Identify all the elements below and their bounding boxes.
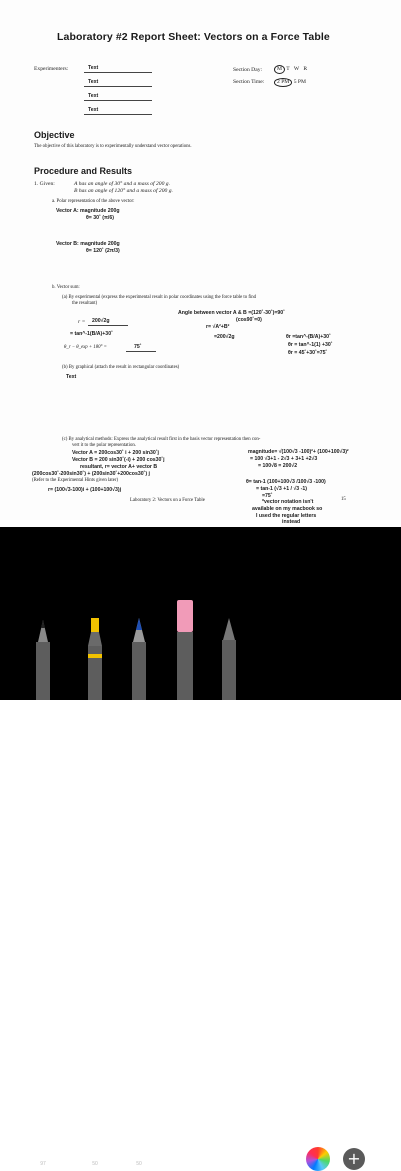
magnitude-2: = 100 √3+1 - 2√3 + 3+1 +2√3	[250, 456, 318, 462]
theta-analytical-2: = tan-1 (√3 +1 / √3 -1)	[256, 486, 307, 492]
vector-b-angle: θ= 120˚ (2π/3)	[86, 248, 120, 254]
magnitude-1: magnitude= √(100√3 -100)²+ (100+100√3)²	[248, 449, 349, 455]
theta-equation[interactable]: = tan^-1(B/A)+30˚	[70, 331, 113, 337]
section-day-t[interactable]: T	[286, 66, 290, 72]
theta-relation-value[interactable]: 75˚	[134, 344, 142, 350]
footer-note-2: available on my macbook so	[252, 506, 323, 512]
given-label: 1. Given:	[34, 181, 55, 187]
angle-between-1: Angle between vector A & B =(120˚-30˚)=90˚	[178, 310, 285, 316]
ruler-tool[interactable]	[216, 570, 242, 700]
objective-heading: Objective	[34, 130, 75, 140]
angle-between-4: =200√2g	[214, 334, 235, 340]
theta-calc-3: θr = 45˚+30˚=75˚	[288, 350, 328, 356]
report-page	[0, 0, 401, 527]
footer-note-1: *vector notation isn't	[262, 499, 314, 505]
footer-note-3: I used the regular letters	[256, 513, 317, 519]
r-value[interactable]: 200√2g	[92, 318, 110, 324]
section-day-label: Section Day:	[233, 67, 263, 73]
graphical-answer[interactable]: Text	[66, 374, 77, 380]
section-day-m[interactable]: M	[274, 65, 285, 74]
vector-b-basis: Vector B = 200 sin30˚(-i) + 200 cos30˚j	[72, 457, 165, 463]
r-final: r= (100√3-100)i + (100+100√3)j	[48, 487, 122, 493]
vector-a-title: Vector A: magnitude 200g	[56, 208, 120, 214]
angle-between-3: r= √A²+B²	[206, 324, 230, 330]
theta-analytical-3: =75˚	[262, 493, 273, 499]
experimenters-label: Experimenters:	[34, 66, 69, 72]
markup-toolbar	[0, 527, 401, 1168]
pen-size-label: 97	[40, 1161, 46, 1167]
section-time-options[interactable]	[274, 78, 306, 87]
part-a-label: a. Polar representation of the above vector:	[52, 199, 135, 204]
section-time-label: Section Time:	[233, 79, 265, 85]
experimenter-4[interactable]: Text	[88, 107, 99, 113]
vector-a-angle: θ= 30˚ (π/6)	[86, 215, 114, 221]
page-title: Laboratory #2 Report Sheet: Vectors on a Force Table	[57, 31, 330, 43]
resultant-label: resultant, r= vector A+ vector B	[80, 464, 158, 470]
vector-b-title: Vector B: magnitude 200g	[56, 241, 120, 247]
objective-text: The objective of this laboratory is to experimentally understand vector operations.	[34, 144, 192, 149]
resultant-equation: (200cos30˚-200sin30˚) + (200sin30˚+200cos30˚) j	[32, 471, 150, 477]
hint-reference: (Refer to the Experimental Hints given later)	[32, 478, 119, 483]
theta-calc-2: θr = tan^-1(1) +30˚	[288, 342, 333, 348]
experimenter-1[interactable]: Text	[88, 65, 99, 71]
part-b-label: b. Vector sum:	[52, 285, 80, 290]
marker-tool[interactable]	[82, 570, 108, 700]
pencil-size-label: 50	[136, 1161, 142, 1167]
marker-size-label: 50	[92, 1161, 98, 1167]
experimental-text-1: (a) By experimental (express the experimental result in polar coordinates using the force table to find	[62, 295, 257, 300]
footer-text: Laboratory 2: Vectors on a Force Table	[130, 498, 205, 503]
given-a: A has an angle of 30° and a mass of 200 g.	[74, 181, 170, 187]
analytical-text-1: (c) By analytical methods: Express the analytical result first in the basis vector representation then con-	[62, 437, 261, 442]
section-time-5pm[interactable]: 5 PM	[293, 79, 306, 85]
procedure-heading: Procedure and Results	[34, 166, 133, 176]
section-day-r[interactable]: R	[303, 66, 308, 72]
experimental-text-2: the resultant)	[72, 301, 98, 306]
pencil-tool[interactable]	[126, 570, 152, 700]
page-number: 15	[341, 497, 346, 502]
magnitude-3: = 100√8 = 200√2	[258, 463, 298, 469]
experimenter-3[interactable]: Text	[88, 93, 99, 99]
theta-analytical-1: θ= tan-1 (100+100√3 /100√3 -100)	[246, 479, 326, 485]
section-day-options[interactable]	[274, 65, 307, 74]
theta-calc-1: θr =tan^-(B/A)+30˚	[286, 334, 331, 340]
given-b: B has an angle of 120° and a mass of 200 g.	[74, 188, 173, 194]
angle-between-2: (cos90˚=0)	[236, 317, 262, 323]
pen-tool[interactable]	[30, 570, 56, 700]
graphical-label: (b) By graphical (attach the result in rectangular coordinates)	[62, 365, 180, 370]
r-label: r =	[78, 319, 86, 325]
footer-note-4: instead	[282, 519, 301, 525]
add-tool-button[interactable]: +	[343, 1148, 365, 1170]
analytical-text-2: vert it to the polar representation.	[72, 443, 136, 448]
color-picker-icon[interactable]	[306, 1147, 330, 1171]
section-day-w[interactable]: W	[293, 66, 300, 72]
experimenter-2[interactable]: Text	[88, 79, 99, 85]
section-time-2pm[interactable]: 2 PM	[274, 78, 292, 87]
eraser-tool[interactable]	[172, 560, 198, 700]
vector-a-basis: Vector A = 200cos30˚ i + 200 sin30˚j	[72, 450, 159, 456]
theta-relation: θ_r − θ_exp + 180° =	[64, 345, 107, 350]
